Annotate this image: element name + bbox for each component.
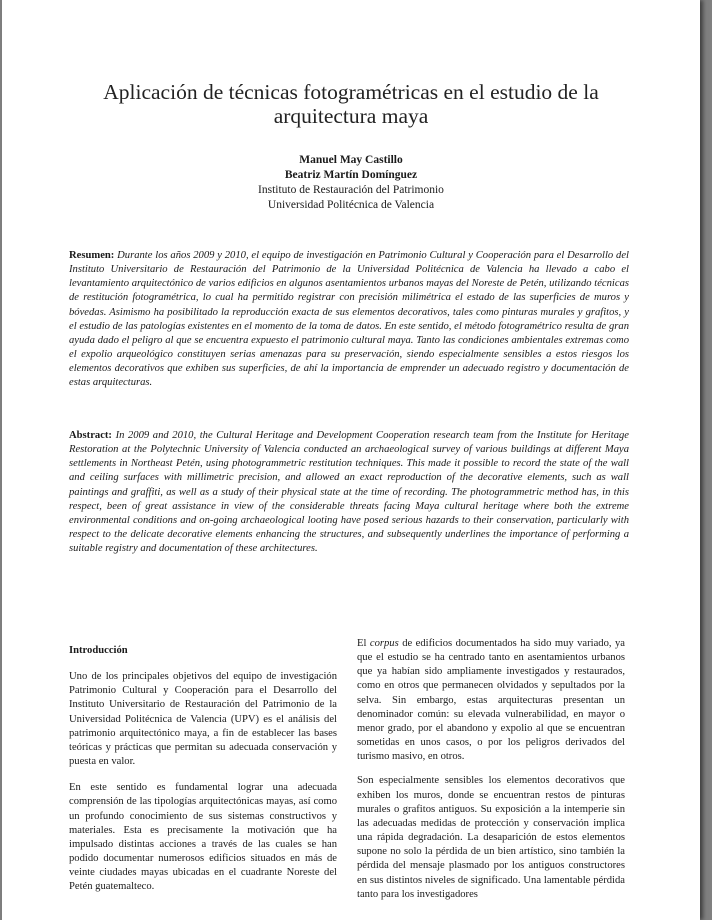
abstract-text: In 2009 and 2010, the Cultural Heritage and Development Cooperation research team from the Institute for Heritage Restoration at the Polytechnic University of Valencia conducted an archaeological survey of various buildings at different Maya settlements in Northeast Petén, using photogrammetric restitution techniques. This made it possible to record the state of the wall and ceiling surfaces with millimetric precision, and allowed an exact reproduction of the decorative elements, such as wall paintings and graffiti, as well as a study of their physical state at the time of recording. The photogrammetric method has, in this respect, been of great assistance in view of the considerable threats facing Maya cultural heritage where both the extreme environmental conditions and on-going archaeological looting have posed serious hazards to their conservation, particularly with respect to the delicate decorative elements enhancing the structures, and subsequently underlines the importance of performing a suitable registry and documentation of these architectures. <box>69 430 629 555</box>
paragraph: El corpus de edificios documentados ha sido muy variado, ya que el estudio se ha centrado tanto en asentamientos urbanos que ya habían sido ampliamente investigados y restaurados, como en otros que permanecen olvidados y sepultados por la selva. Sin embargo, estas arquitecturas presentan un denominador común: su elevada vulnerabilidad, en mayor o menor grado, por el abandono y expolio al que se encuentran sometidas en unos casos, o por los peligros derivados del turismo masivo, en otros. <box>357 638 625 763</box>
resumen-block <box>69 249 629 391</box>
abstract-label: Abstract: <box>69 430 112 441</box>
abstract-block <box>69 429 629 556</box>
resumen-label: Resumen: <box>69 250 115 261</box>
paragraph: En este sentido es fundamental lograr una adecuada comprensión de las tipologías arquitectónicas mayas, así como un profundo conocimiento de sus sistemas constructivos y materiales. Esta es precisamente la motivación que ha impulsado distintas acciones a través de las cuales se han podido documentar numerosos edificios situados en más de veinte ciudades mayas ubicadas en el cuadrante Noreste del Petén guatemalteco. <box>69 782 337 893</box>
author-name: Manuel May Castillo <box>299 154 403 166</box>
section-heading: Introducción <box>69 645 128 656</box>
resumen-text: Durante los años 2009 y 2010, el equipo de investigación en Patrimonio Cultural y Cooperación para el Desarrollo del Instituto Universitario de Restauración del Patrimonio de la Universidad Politécnica de Valencia ha llevado a cabo el levantamiento arquitectónico de varios edificios en algunos asentamientos urbanos mayas del Noreste de Petén, utilizando técnicas de restitución fotogramétrica, lo cual ha permitido registrar con precisión milimétrica el estado de las superficies de muros y bóvedas. Asimismo ha posibilitado la reproducción exacta de sus elementos decorativos, tales como pinturas murales y grafitos, y el estudio de las patologías existentes en el momento de la toma de datos. En este sentido, el método fotogramétrico resulta de gran ayuda dado el peligro al que se encuentra expuesto el patrimonio cultural maya. Tanto las condiciones ambientales extremas como el expolio arqueológico constituyen serias amenazas para su preservación, siendo especialmente sensibles a estos riesgos los elementos decorativos que exhiben sus superficies, de ahí la importancia de emprender un adecuado registro y documentación de estas arquitecturas. <box>69 250 629 389</box>
author-name: Beatriz Martín Domínguez <box>284 169 418 181</box>
italic-term: corpus <box>369 638 399 649</box>
affiliation: Instituto de Restauración del Patrimonio <box>258 184 444 196</box>
author-block <box>2 153 700 213</box>
paper-title: Aplicación de técnicas fotogramétricas en el estudio de la arquitectura maya <box>103 80 599 128</box>
paragraph: Uno de los principales objetivos del equipo de investigación Patrimonio Cultural y Cooperación para el Desarrollo del Instituto Universitario de Restauración del Patrimonio de la Universidad Politécnica de Valencia (UPV) es el análisis del patrimonio arquitectónico maya, a fin de establecer las bases teóricas y prácticas que permitan su adecuada conservación y puesta en valor. <box>69 671 337 768</box>
left-column <box>69 644 337 907</box>
document-page <box>2 0 700 920</box>
right-column <box>357 637 625 912</box>
paragraph: Son especialmente sensibles los elementos decorativos que exhiben los muros, donde se encuentran restos de pinturas murales o grafitos antiguos. Su exposición a la intemperie sin las adecuadas medidas de protección y conservación implica una rápida degradación. La desaparición de estos elementos supone no solo la pérdida de un bien artístico, sino también la pérdida del mensaje plasmado por los antiguos constructores en sus distintos niveles de significado. Una lamentable pérdida tanto para los investigadores <box>357 775 625 900</box>
affiliation: Universidad Politécnica de Valencia <box>267 199 435 211</box>
